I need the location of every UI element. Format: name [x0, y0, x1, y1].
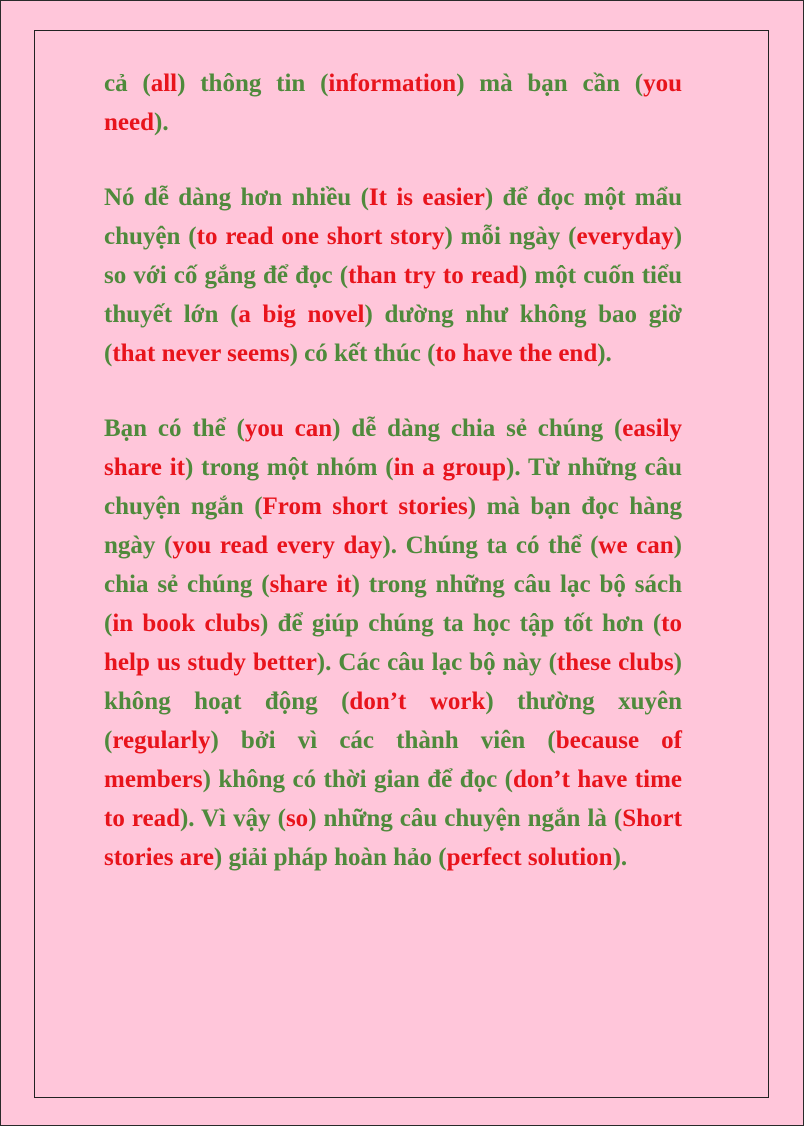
vietnamese-text: ) không có thời gian để đọc ( [202, 766, 513, 793]
paragraph-2 [104, 178, 682, 373]
vietnamese-text: ) có kết thúc ( [289, 340, 436, 367]
english-translation: regularly [112, 727, 211, 754]
vietnamese-text: ) mà bạn cần ( [456, 70, 644, 97]
vietnamese-text: ). [612, 844, 628, 871]
english-translation: a big novel [238, 301, 365, 328]
english-translation: you read every day [172, 532, 383, 559]
english-translation: to help us study better [104, 610, 682, 676]
english-translation: From short stories [262, 493, 468, 520]
vietnamese-text: Nó dễ dàng hơn nhiều ( [104, 184, 369, 211]
vietnamese-text: ) mỗi ngày ( [444, 223, 577, 250]
vietnamese-text: ) những câu chuyện ngắn là ( [308, 805, 623, 832]
english-translation: these clubs [556, 649, 674, 676]
vietnamese-text: ) bởi vì các thành viên ( [210, 727, 556, 754]
english-translation: Short stories are [104, 805, 682, 871]
english-translation: easily share it [104, 415, 683, 481]
vietnamese-text: ). [154, 109, 169, 136]
english-translation: because of members [104, 727, 682, 793]
vietnamese-text: ) để giúp chúng ta học tập tốt hơn ( [260, 610, 662, 637]
english-translation: that never seems [112, 340, 290, 367]
english-translation: don’t work [349, 688, 486, 715]
vietnamese-text: ) giải pháp hoàn hảo ( [213, 844, 447, 871]
english-translation: you can [244, 415, 333, 442]
english-translation: everyday [576, 223, 674, 250]
vietnamese-text: ). [597, 340, 612, 367]
english-translation: in book clubs [112, 610, 261, 637]
vietnamese-text: ) trong những câu lạc bộ sách ( [104, 571, 682, 637]
paragraph-1 [104, 64, 682, 142]
vietnamese-text: ) để đọc một mẩu chuyện ( [104, 184, 682, 250]
english-translation: perfect solution [446, 844, 613, 871]
document-body [104, 64, 682, 913]
english-translation: than try to read [348, 262, 519, 289]
english-translation: so [285, 805, 309, 832]
vietnamese-text: ). Vì vậy ( [179, 805, 286, 832]
vietnamese-text: ) thông tin ( [177, 70, 329, 97]
vietnamese-text: ). Từ những câu chuyện ngắn ( [104, 454, 682, 520]
vietnamese-text: ) thường xuyên ( [104, 688, 682, 754]
english-translation: It is easier [368, 184, 485, 211]
english-translation: don’t have time to read [104, 766, 682, 832]
vietnamese-text: ) mà bạn đọc hàng ngày ( [104, 493, 682, 559]
english-translation: we can [598, 532, 674, 559]
english-translation: information [328, 70, 457, 97]
vietnamese-text: ) không hoạt động ( [104, 649, 682, 715]
vietnamese-text: ) chia sẻ chúng ( [104, 532, 682, 598]
english-translation: all [150, 70, 178, 97]
english-translation: you need [104, 70, 682, 136]
vietnamese-text: ) trong một nhóm ( [184, 454, 394, 481]
vietnamese-text: ) dường như không bao giờ ( [104, 301, 682, 367]
vietnamese-text: Bạn có thể ( [104, 415, 245, 442]
vietnamese-text: ) so với cố gắng để đọc ( [104, 223, 683, 289]
english-translation: to read one short story [196, 223, 445, 250]
vietnamese-text: cả ( [104, 70, 151, 97]
vietnamese-text: ). Các câu lạc bộ này ( [316, 649, 557, 676]
paragraph-3 [104, 409, 682, 877]
vietnamese-text: ). Chúng ta có thể ( [382, 532, 599, 559]
vietnamese-text: ) một cuốn tiểu thuyết lớn ( [104, 262, 683, 328]
english-translation: to have the end [435, 340, 598, 367]
english-translation: share it [269, 571, 352, 598]
english-translation: in a group [393, 454, 507, 481]
vietnamese-text: ) dễ dàng chia sẻ chúng ( [332, 415, 623, 442]
